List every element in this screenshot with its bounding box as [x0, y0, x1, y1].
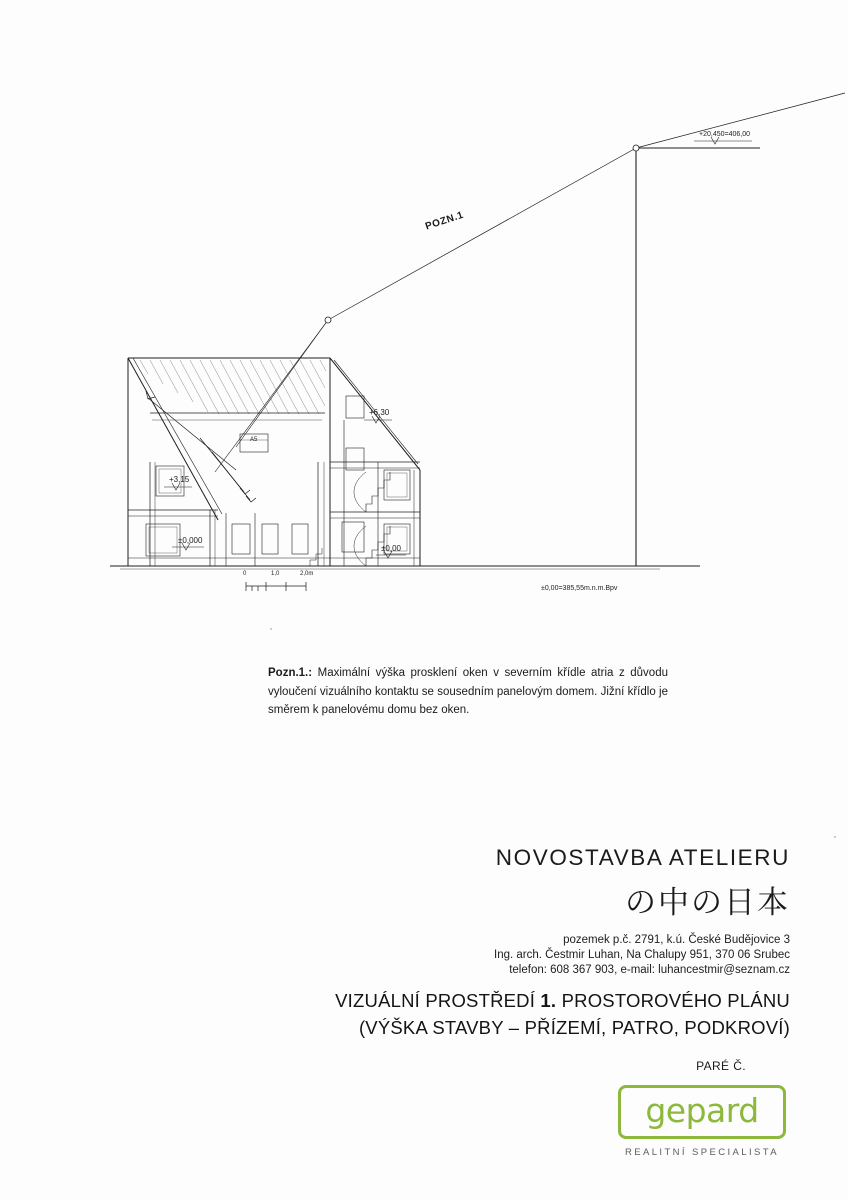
datum-note: ±0,00=385,55m.n.m.Bpv: [541, 585, 618, 592]
gepard-logo: [618, 1085, 786, 1158]
scale-tick-1: 1,0: [271, 571, 280, 577]
logo-wordmark: gepard: [645, 1091, 759, 1130]
drawing-name: [0, 990, 790, 1012]
scan-speck: [270, 628, 272, 630]
drawing-subname: (VÝŠKA STAVBY – PŘÍZEMÍ, PATRO, PODKROVÍ): [358, 1017, 790, 1038]
pare-label: PARÉ Č.: [696, 1059, 746, 1073]
drawing-name-number: 1.: [540, 990, 557, 1011]
level-label-ground-right: ±0,00: [381, 544, 401, 553]
logo-box: [618, 1085, 786, 1139]
project-title: NOVOSTAVBA ATELIERU: [495, 845, 790, 870]
note-block: [268, 664, 668, 720]
scale-tick-2: 2,0m: [300, 571, 314, 577]
drawing-name-suffix: PROSTOROVÉHO PLÁNU: [556, 990, 790, 1011]
level-label-plus-315: +3,15: [169, 475, 190, 484]
level-label-plus-630: +6,30: [369, 408, 390, 417]
parcel-info: pozemek p.č. 2791, k.ú. České Budějovice 3: [563, 934, 790, 946]
note-text: Maximální výška prosklení oken v severním křídle atria z důvodu vyloučení vizuálního kontaktu se sousedním panelovým domem. Jižní křídlo je směrem k panelovému domu bez oken.: [268, 667, 668, 717]
note-label: Pozn.1.:: [268, 667, 313, 679]
attic-window-tag: A5: [250, 437, 258, 443]
drawing-name-prefix: VIZUÁLNÍ PROSTŘEDÍ: [335, 990, 541, 1011]
scale-tick-0: 0: [243, 571, 247, 577]
title-block: [0, 845, 848, 1073]
logo-tagline: REALITNÍ SPECIALISTA: [625, 1147, 779, 1158]
level-label-ridge-top-right: +20,450=406,00: [699, 131, 750, 138]
contact-info: telefon: 608 367 903, e-mail: luhancestmir@seznam.cz: [509, 964, 790, 976]
designer-info: Ing. arch. Čestmir Luhan, Na Chalupy 951, 370 06 Srubec: [494, 949, 790, 961]
scan-speck: [834, 836, 836, 838]
pozn1-leader-label: POZN.1: [424, 209, 466, 233]
project-title-japanese: の中の日本: [625, 885, 790, 921]
level-label-ground-left: ±0,000: [178, 536, 203, 545]
